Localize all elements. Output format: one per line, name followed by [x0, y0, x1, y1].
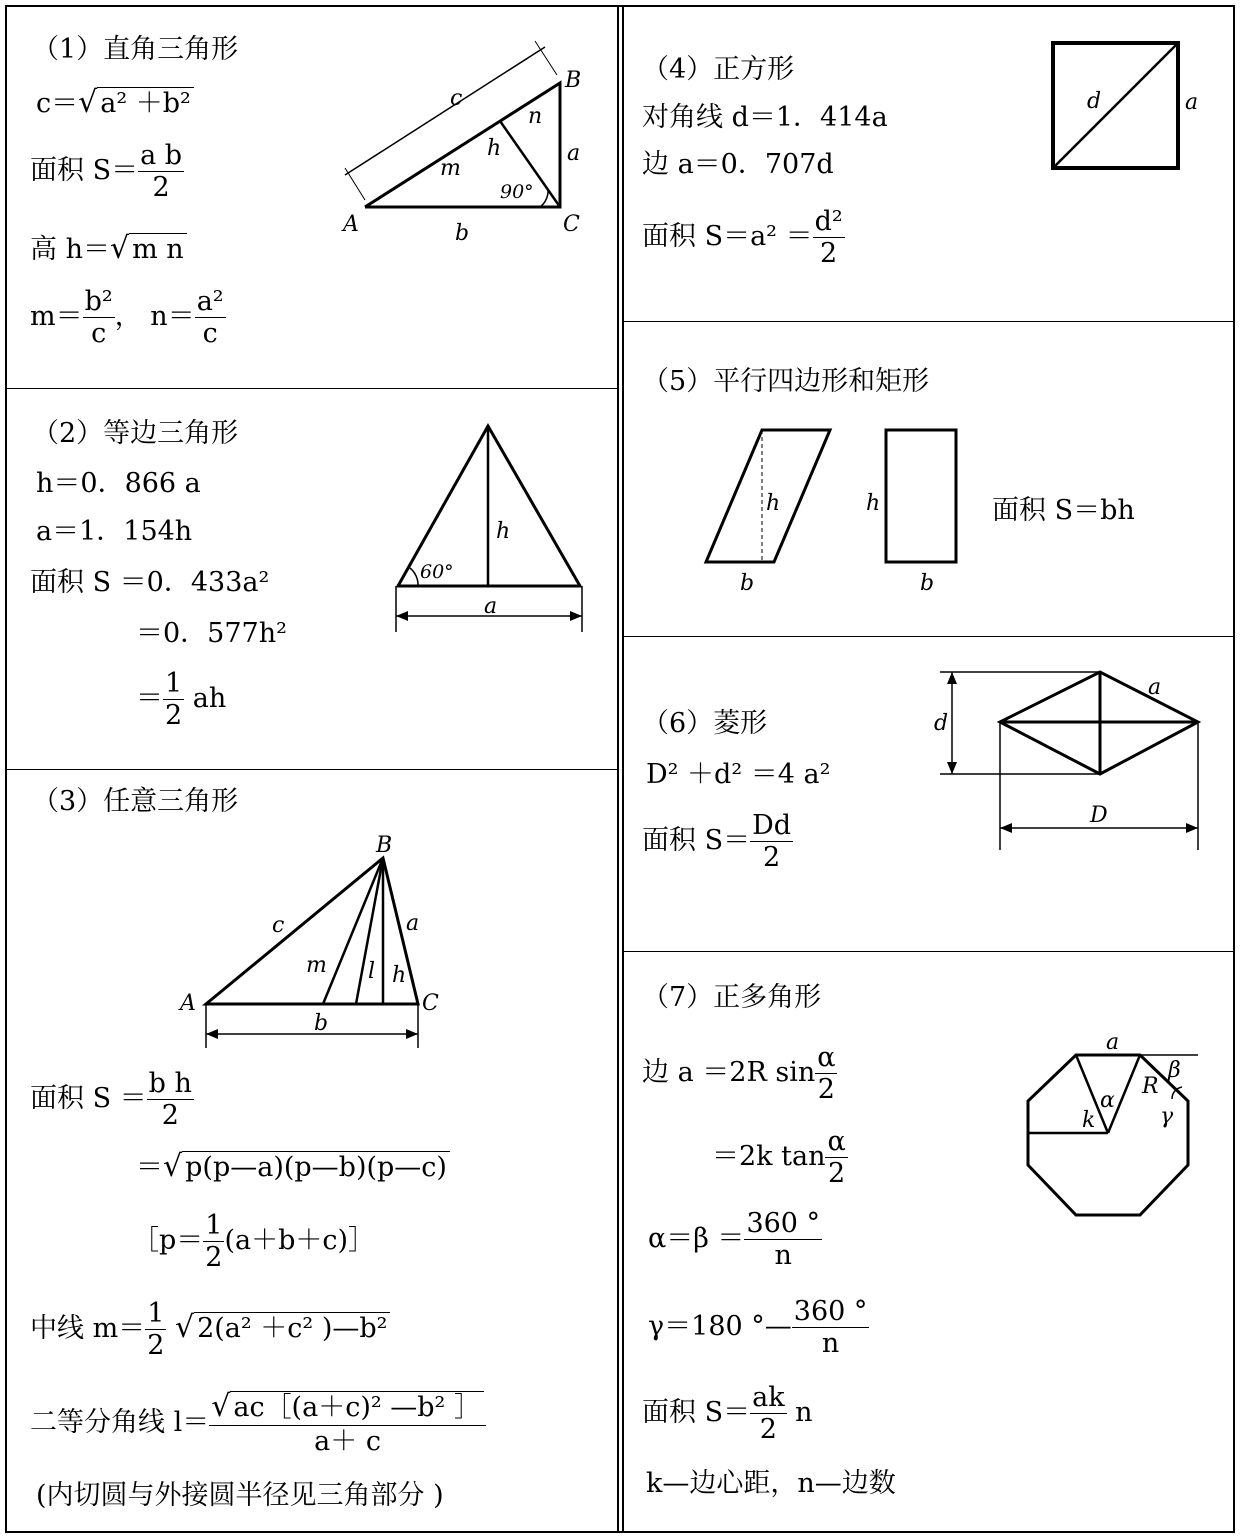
row-divider [5, 769, 617, 770]
label-c: c [450, 86, 463, 111]
label-B: B [565, 68, 582, 93]
column-divider [622, 5, 624, 1533]
formula-a: a＝1．154h [36, 516, 193, 547]
formula-median: 中线 m＝ $\frac{1}{2}$ √ 2(a² ＋c² )—b² [30, 1298, 390, 1361]
label-l: l [368, 959, 376, 984]
formula-area-h: ＝0．577h² [136, 618, 287, 649]
formula-area-ah: ＝ $\frac{1}{2}$ ah [136, 668, 227, 732]
section-title: （2）等边三角形 [32, 418, 239, 449]
note: k—边心距，n—边数 [646, 1468, 896, 1499]
formula-gamma: γ＝180 °— $\frac{360 ^\circ}{n}$ [648, 1296, 868, 1360]
formula-diagonal: 对角线 d＝1．414a [642, 102, 888, 133]
label-a: a [1185, 90, 1199, 115]
label-90deg: 90° [500, 181, 534, 203]
formula-area: 面积 S＝bh [992, 495, 1135, 526]
label-60deg: 60° [420, 561, 454, 583]
label-k: k [1082, 1108, 1096, 1133]
column-divider [617, 5, 619, 1533]
formula-alpha: α＝β ＝ $\frac{360 ^\circ}{n}$ [648, 1208, 821, 1272]
label-gamma: γ [1160, 1104, 1174, 1129]
label-h: h [392, 963, 407, 988]
label-alpha: α [1100, 1088, 1115, 1113]
label-b-parallelogram: b [740, 571, 755, 596]
label-h: h [487, 136, 502, 161]
section-title: （1）直角三角形 [32, 34, 239, 65]
label-D: D [1090, 803, 1108, 828]
formula-bisector: 二等分角线 l＝ $\frac{\text{√ ac［(a＋c)² —b² ］}}{a+ c}$ [30, 1390, 486, 1457]
formula-h: h＝0．866 a [36, 468, 201, 499]
formula-side-R: 边 a ＝2R sin $\frac{\alpha}{2}$ [642, 1042, 836, 1106]
label-B: B [376, 833, 393, 858]
label-b: b [455, 221, 470, 246]
row-divider [624, 636, 1235, 637]
label-a: a [567, 141, 581, 166]
label-a: a [406, 911, 420, 936]
label-b-rectangle: b [920, 571, 935, 596]
label-R: R [1142, 1074, 1159, 1099]
formula-h: 高 h＝√ m n [30, 234, 187, 264]
section-title: （4）正方形 [642, 54, 795, 85]
formula-side: 边 a＝0．707d [642, 149, 834, 180]
formula-area: 面积 S ＝ $\frac{\text{b h}}{2}$ [30, 1068, 192, 1132]
section-title: （7）正多角形 [642, 982, 822, 1013]
label-m: m [440, 156, 461, 181]
row-divider [5, 388, 617, 389]
formula-heron: ＝√ p(p—a)(p—b)(p—c) [136, 1152, 450, 1182]
label-a: a [1106, 1030, 1120, 1055]
label-a: a [1148, 675, 1162, 700]
octagon-figure [1020, 1025, 1230, 1225]
formula-area: 面积 S＝ $\frac{ak}{2}$ n [642, 1382, 813, 1446]
label-h-parallelogram: h [766, 491, 781, 516]
arbitrary-triangle-figure [178, 830, 458, 1060]
row-divider [624, 951, 1235, 952]
formula-area: 面积 S＝ $\frac{Dd}{2}$ [642, 810, 792, 874]
formula-area: 面积 S ＝0．433a² [30, 567, 270, 598]
label-c: c [272, 913, 285, 938]
label-C: C [422, 991, 439, 1016]
label-C: C [563, 212, 580, 237]
formula-p: ［p＝ $\frac{1}{2}$ (a＋b＋c)］ [132, 1210, 376, 1274]
equilateral-triangle-figure [390, 420, 590, 640]
formula-c: c＝√ a² ＋b² [36, 88, 194, 118]
label-d: d [1087, 89, 1102, 114]
label-A: A [343, 212, 359, 237]
section-title: （5）平行四边形和矩形 [642, 366, 930, 397]
label-b: b [314, 1011, 329, 1036]
label-beta: β [1168, 1058, 1181, 1083]
formula-area: 面积 S＝ $\frac{\text{a b}}{2}$ [30, 140, 183, 204]
label-m: m [306, 953, 327, 978]
formula-side-k: ＝2k tan $\frac{\alpha}{2}$ [712, 1126, 846, 1190]
label-a: a [484, 594, 498, 619]
parallelogram-figure [690, 420, 1000, 600]
note: (内切圆与外接圆半径见三角部分 ) [36, 1480, 444, 1511]
rhombus-figure [930, 660, 1210, 860]
section-title: （3）任意三角形 [32, 786, 239, 817]
label-d: d [934, 711, 949, 736]
label-h: h [496, 519, 511, 544]
right-triangle-figure [335, 35, 595, 255]
label-A: A [180, 991, 196, 1016]
label-n: n [528, 104, 543, 129]
formula-relation: D² ＋d² ＝4 a² [646, 759, 831, 790]
square-figure [1045, 35, 1225, 185]
section-title: （6）菱形 [642, 708, 768, 739]
label-h-rectangle: h [866, 491, 881, 516]
row-divider [624, 321, 1235, 322]
formula-m-n: m＝ $\frac{\text{b²}}{c}$ ， n＝ $\frac{\text{a²}}{c}$ [30, 286, 224, 350]
formula-area: 面积 S＝a² ＝ $\frac{\text{d²}}{2}$ [642, 206, 843, 270]
